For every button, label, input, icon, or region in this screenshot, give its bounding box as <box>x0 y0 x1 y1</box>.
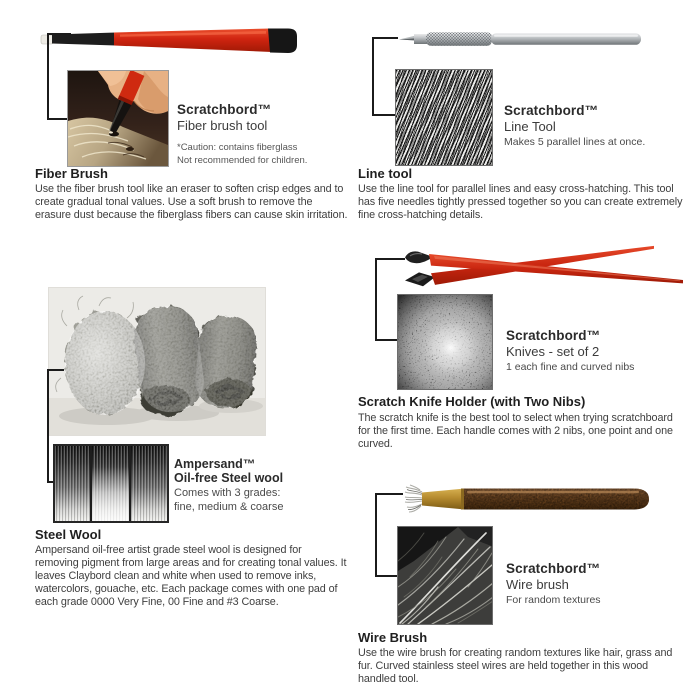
line-description: Use the line tool for parallel lines and easy cross-hatching. This tool has five needles tightly pressed together so you can create extremely fine cross-hatching details. <box>358 183 683 221</box>
wire-connector-bottom <box>375 575 397 577</box>
knives-brand: Scratchbord™ <box>506 328 601 343</box>
line-brand: Scratchbord™ <box>504 103 599 118</box>
knives-connector-vertical <box>375 258 377 341</box>
wire-note: For random textures <box>506 594 601 606</box>
fiber-brush-usage-photo <box>67 70 169 167</box>
steel-product-name: Oil-free Steel wool <box>174 471 284 485</box>
steel-wool-rolls-photo <box>48 287 266 436</box>
knives-connector-bottom <box>375 339 397 341</box>
fiber-heading: Fiber Brush <box>35 166 108 181</box>
line-tool-image <box>398 29 643 49</box>
line-texture-photo <box>395 69 493 166</box>
line-note: Makes 5 parallel lines at once. <box>504 136 646 148</box>
steel-wool-texture-photo <box>53 444 169 523</box>
knives-note: 1 each fine and curved nibs <box>506 361 635 373</box>
fiber-label-block <box>177 102 327 168</box>
knives-texture-photo <box>397 294 493 390</box>
steel-description: Ampersand oil-free artist grade steel wool is designed for removing pigment from large areas and for creating tonal values. It leaves Claybord clean and white when used to remove inks, watercolors, gouache, etc. Each package comes with one pad of each grade 0000 Very Fine, 00 Fine and #3 Coarse. <box>35 544 347 608</box>
wire-connector-top <box>375 493 403 495</box>
line-connector-top <box>372 37 398 39</box>
line-product-name: Line Tool <box>504 119 556 134</box>
fiber-brand: Scratchbord™ <box>177 102 272 117</box>
fiber-description: Use the fiber brush tool like an eraser to soften crisp edges and to create gradual tonal values. Use a soft brush to remove the erasure dust because the fiberglass fibers can cause skin irritation. <box>35 183 348 221</box>
line-connector-bottom <box>372 114 395 116</box>
steel-heading: Steel Wool <box>35 527 102 542</box>
fiber-brush-tool-image <box>40 27 305 55</box>
fiber-caution-note: *Caution: contains fiberglass Not recommended for children. <box>177 142 308 166</box>
fiber-connector-vertical <box>47 33 49 119</box>
knives-heading: Scratch Knife Holder (with Two Nibs) <box>358 394 586 409</box>
scratch-knives-image <box>402 241 687 294</box>
wire-brand: Scratchbord™ <box>506 561 601 576</box>
wire-brush-tool-image <box>403 484 655 514</box>
steel-brand: Ampersand™ <box>174 457 256 471</box>
knives-description: The scratch knife is the best tool to select when trying scratchboard for the first time. Each handle comes with 2 nibs, one point and one curved. <box>358 412 673 450</box>
knives-connector-top <box>375 258 405 260</box>
fiber-product-name: Fiber brush tool <box>177 118 268 133</box>
line-label-block <box>504 103 684 148</box>
wire-label-block <box>506 561 686 606</box>
fiber-connector-top <box>47 33 71 35</box>
steel-connector-vertical <box>47 369 49 483</box>
steel-label-block <box>174 457 324 515</box>
wire-product-name: Wire brush <box>506 577 569 592</box>
steel-note: Comes with 3 grades: fine, medium & coarse <box>174 487 284 513</box>
line-connector-vertical <box>372 37 374 116</box>
wire-texture-photo <box>397 526 493 625</box>
wire-connector-vertical <box>375 493 377 577</box>
knives-label-block <box>506 328 686 373</box>
wire-description: Use the wire brush for creating random textures like hair, grass and fur. Curved stainless steel wires are held together in this wood handled tool. <box>358 647 673 685</box>
knives-product-name: Knives - set of 2 <box>506 344 600 359</box>
line-heading: Line tool <box>358 166 413 181</box>
fiber-connector-bottom <box>47 118 67 120</box>
wire-heading: Wire Brush <box>358 630 428 645</box>
steel-connector-top <box>47 369 64 371</box>
